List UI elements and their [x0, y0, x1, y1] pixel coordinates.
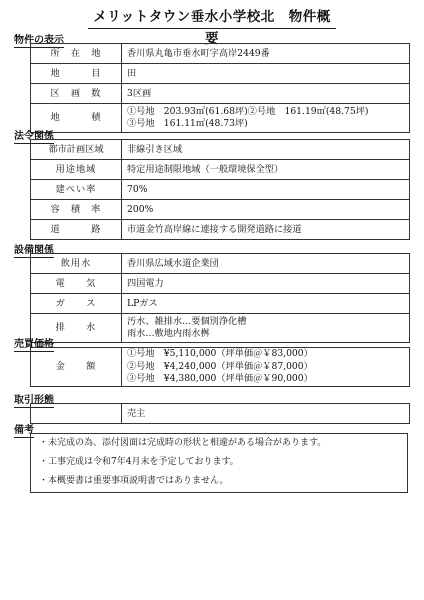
city-planning-label: 都市計画区域 — [31, 140, 122, 160]
table-row — [31, 404, 410, 424]
zoning-value: 特定用途制限地域（一般環境保全型） — [122, 160, 410, 180]
table-row — [31, 180, 410, 200]
law-table — [30, 139, 410, 240]
table-row — [31, 314, 410, 343]
area-line: ①号地 203.93㎡(61.68坪)②号地 161.19㎡(48.75坪) — [127, 105, 369, 117]
area-label: 地 積 — [31, 104, 122, 133]
lots-label: 区 画 数 — [31, 84, 122, 104]
section-heading-notes: 備考 — [14, 425, 34, 436]
note-line: ・工事完成は令和7年4月末を予定しております。 — [39, 457, 239, 467]
gas-label: ガ ス — [31, 294, 122, 314]
drain-line: 汚水、雑排水…要個別浄化槽 — [127, 315, 247, 327]
equipment-table — [30, 253, 410, 343]
drain-label: 排 水 — [31, 314, 122, 343]
table-row — [31, 44, 410, 64]
table-row — [31, 200, 410, 220]
water-value: 香川県広域水道企業団 — [122, 254, 410, 274]
electric-value: 四国電力 — [122, 274, 410, 294]
area-line: ③号地 161.11㎡(48.73坪) — [127, 118, 248, 129]
table-row — [31, 348, 410, 387]
water-label: 飲用水 — [31, 254, 122, 274]
land-category-label: 地 目 — [31, 64, 122, 84]
gas-value: LPガス — [122, 294, 410, 314]
location-label: 所 在 地 — [31, 44, 122, 64]
land-category-value: 田 — [122, 64, 410, 84]
section-heading-price: 売買価格 — [14, 339, 54, 350]
lots-value: 3区画 — [122, 84, 410, 104]
far-value: 200% — [122, 200, 410, 220]
zoning-label: 用途地域 — [31, 160, 122, 180]
table-row — [31, 84, 410, 104]
road-value: 市道金竹高岸線に連接する開発道路に接道 — [122, 220, 410, 240]
area-value — [122, 104, 410, 133]
section-heading-transaction: 取引形態 — [14, 395, 54, 406]
price-label: 金 額 — [31, 348, 122, 387]
table-row — [31, 274, 410, 294]
electric-label: 電 気 — [31, 274, 122, 294]
price-table — [30, 347, 410, 387]
notes-box — [30, 433, 408, 493]
document-title: メリットタウン垂水小学校北 物件概要 — [88, 6, 336, 29]
note-line: ・未完成の為、添付図面は完成時の形状と相違がある場合があります。 — [39, 438, 327, 448]
coverage-label: 建ぺい率 — [31, 180, 122, 200]
transaction-value: 売主 — [122, 404, 410, 424]
city-planning-value: 非線引き区域 — [122, 140, 410, 160]
coverage-value: 70% — [122, 180, 410, 200]
section-heading-law: 法令関係 — [14, 131, 54, 142]
price-line: ①号地 ¥5,110,000（坪単価＠￥83,000） — [127, 348, 313, 360]
table-row — [31, 254, 410, 274]
property-table — [30, 43, 410, 133]
transaction-label — [31, 404, 122, 424]
price-line: ②号地 ¥4,240,000（坪単価＠￥87,000） — [127, 360, 313, 372]
table-row — [31, 294, 410, 314]
table-row — [31, 220, 410, 240]
price-line: ③号地 ¥4,380,000（坪単価＠￥90,000） — [127, 373, 313, 385]
road-label: 道 路 — [31, 220, 122, 240]
drain-value — [122, 314, 410, 343]
far-label: 容 積 率 — [31, 200, 122, 220]
table-row — [31, 64, 410, 84]
price-value — [122, 348, 410, 387]
location-value: 香川県丸亀市垂水町字高岸2449番 — [122, 44, 410, 64]
section-heading-equipment: 設備関係 — [14, 245, 54, 256]
table-row — [31, 140, 410, 160]
transaction-table — [30, 403, 410, 424]
note-line: ・本概要書は重要事項説明書ではありません。 — [39, 476, 229, 486]
table-row — [31, 160, 410, 180]
section-heading-property: 物件の表示 — [14, 35, 64, 46]
table-row — [31, 104, 410, 133]
drain-line: 雨水…敷地内雨水桝 — [127, 328, 210, 339]
